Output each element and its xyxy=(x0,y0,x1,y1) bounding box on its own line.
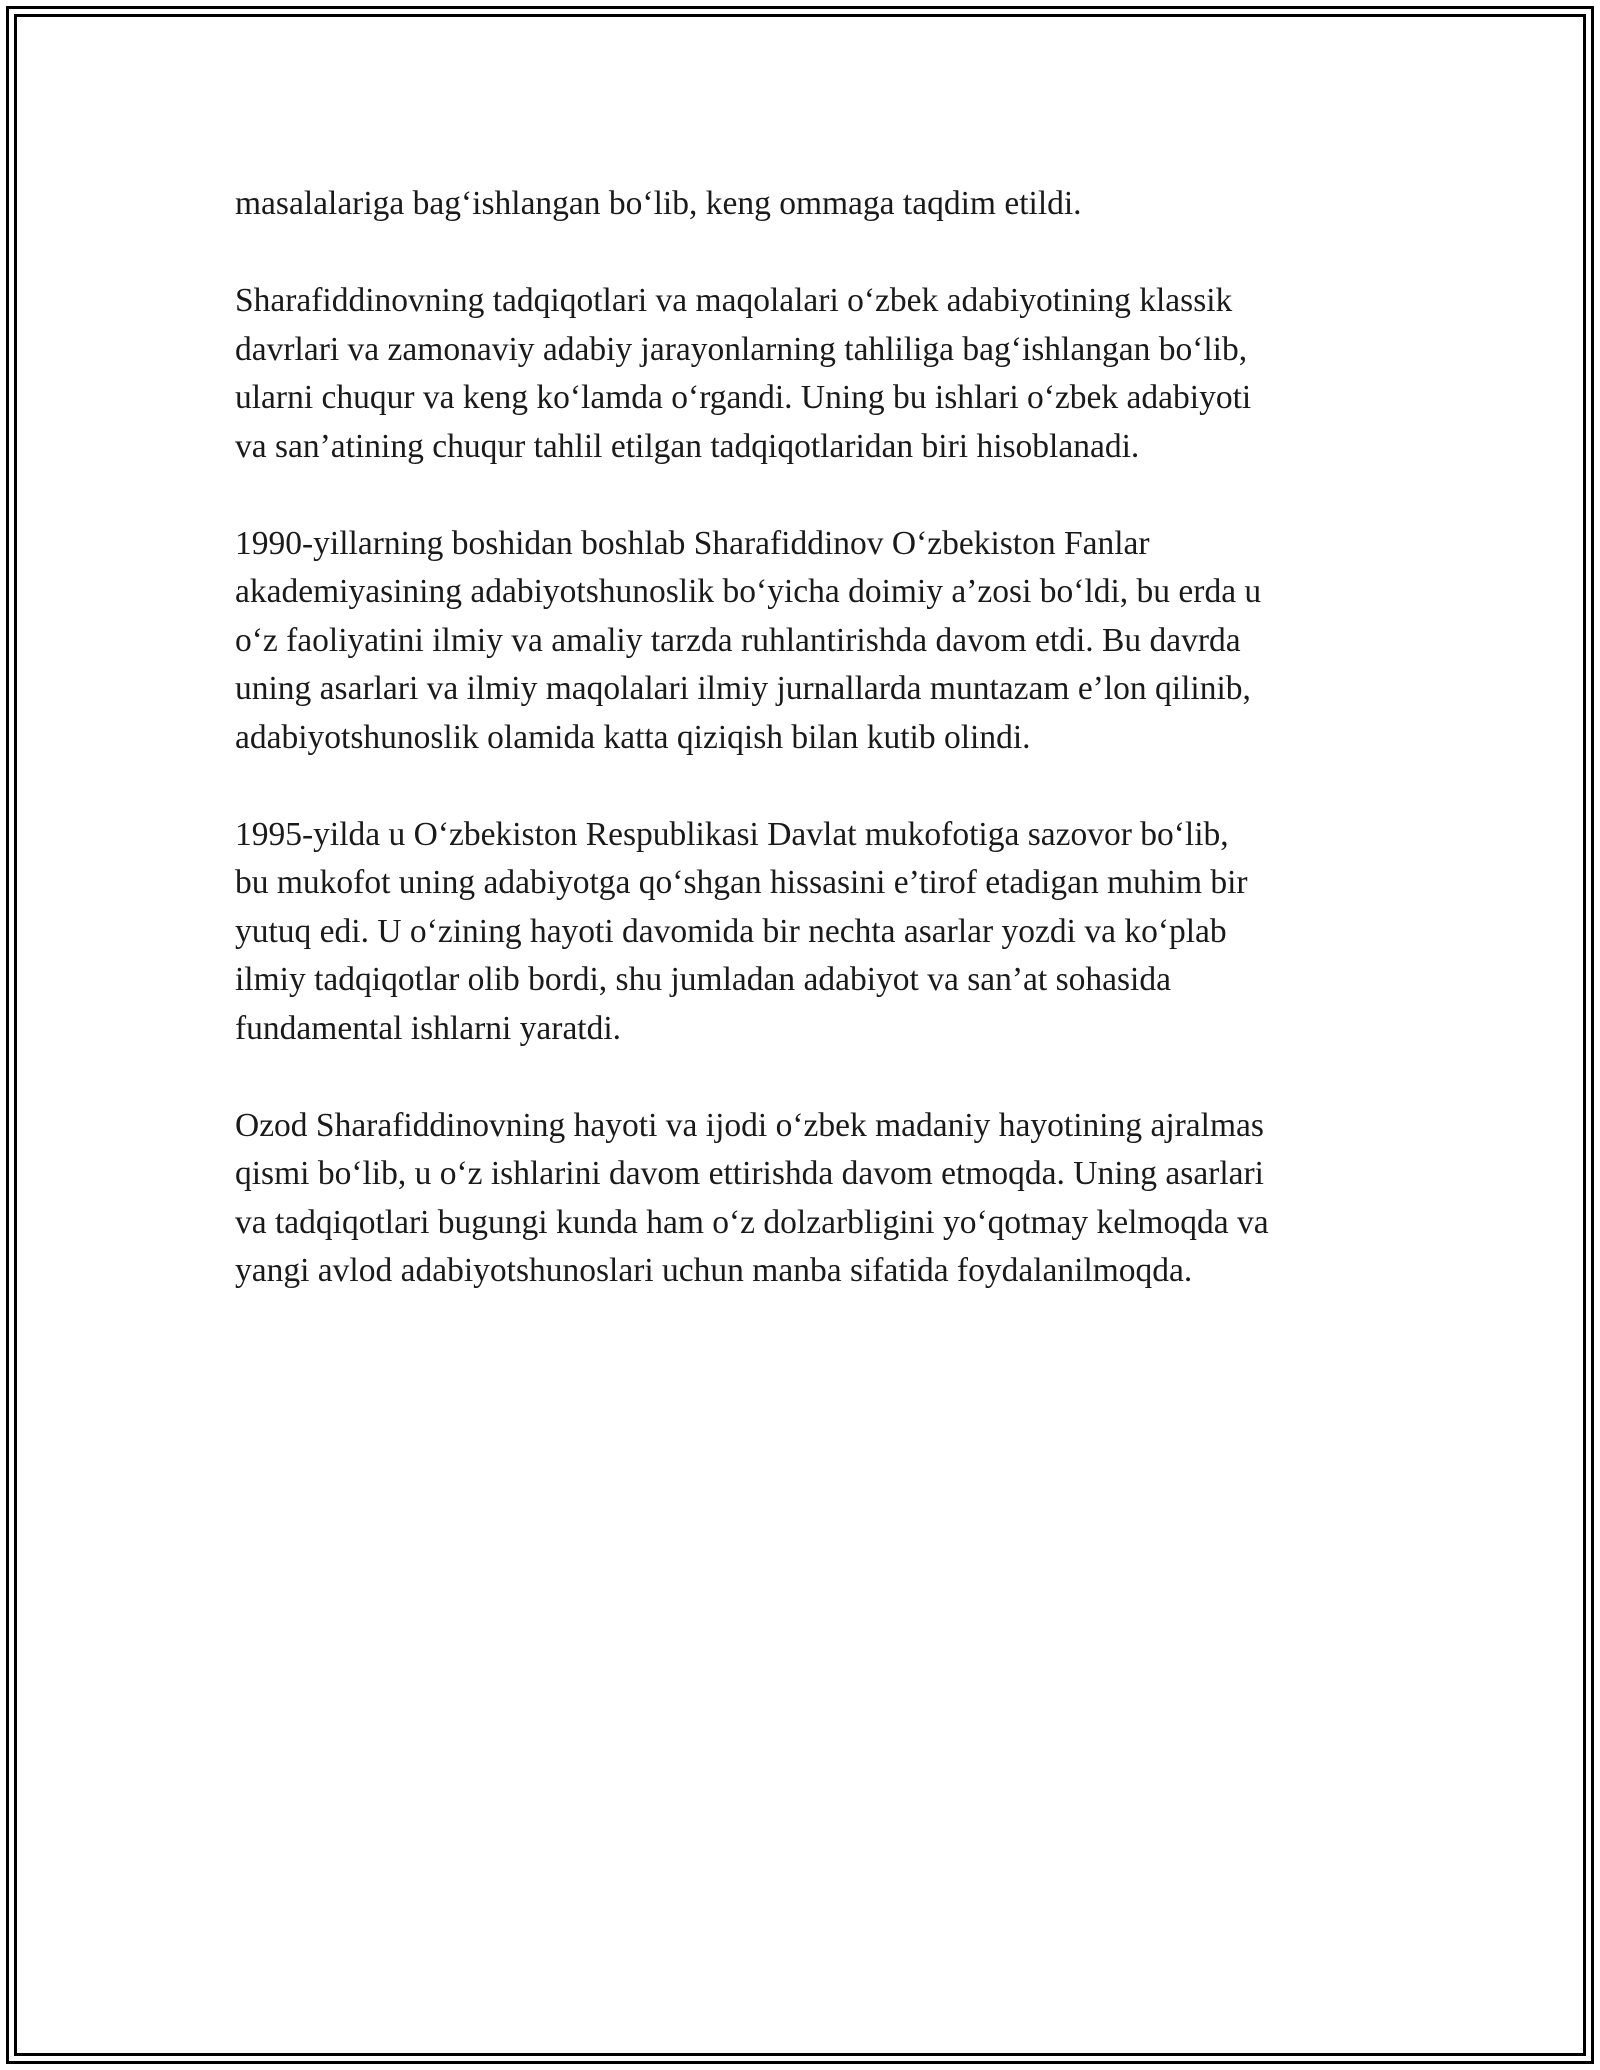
text-line: fundamental ishlarni yaratdi. xyxy=(235,1009,622,1047)
text-line: qismi bo‘lib, u o‘z ishlarini davom ettirishda davom etmoqda. Uning asarlari xyxy=(235,1155,1264,1192)
paragraph-2 xyxy=(235,277,1375,471)
text-line: va san’atining chuqur tahlil etilgan tadqiqotlaridan biri hisoblanadi. xyxy=(235,427,1140,465)
text-line: bu mukofot uning adabiyotga qo‘shgan hissasini e’tirof etadigan muhim bir xyxy=(235,864,1248,901)
text-line: ularni chuqur va keng ko‘lamda o‘rgandi. Uning bu ishlari o‘zbek adabiyoti xyxy=(235,379,1252,416)
text-line: yutuq edi. U o‘zining hayoti davomida bir nechta asarlar yozdi va ko‘plab xyxy=(235,912,1227,950)
paragraph-4 xyxy=(235,811,1375,1054)
text-line: uning asarlari va ilmiy maqolalari ilmiy jurnallarda muntazam e’lon qilinib, xyxy=(235,670,1251,707)
text-line: va tadqiqotlari bugungi kunda ham o‘z dolzarbligini yo‘qotmay kelmoqda va xyxy=(235,1203,1269,1241)
document-body xyxy=(235,180,1375,1344)
text-line: yangi avlod adabiyotshunoslari uchun manba sifatida foydalanilmoqda. xyxy=(235,1252,1193,1289)
text-line: 1995-yilda u O‘zbekiston Respublikasi Davlat mukofotiga sazovor bo‘lib, xyxy=(235,815,1229,853)
paragraph-1 xyxy=(235,180,1375,229)
text-line: masalalariga bag‘ishlangan bo‘lib, keng ommaga taqdim etildi. xyxy=(235,185,1082,222)
text-line: davrlari va zamonaviy adabiy jarayonlarning tahliliga bag‘ishlangan bo‘lib, xyxy=(235,330,1248,368)
text-line: ilmiy tadqiqotlar olib bordi, shu jumladan adabiyot va san’at sohasida xyxy=(235,961,1171,998)
paragraph-3 xyxy=(235,520,1375,763)
text-line: Ozod Sharafiddinovning hayoti va ijodi o‘zbek madaniy hayotining ajralmas xyxy=(235,1106,1264,1144)
text-line: 1990-yillarning boshidan boshlab Sharafiddinov O‘zbekiston Fanlar xyxy=(235,524,1150,562)
paragraph-5 xyxy=(235,1102,1375,1296)
text-line: o‘z faoliyatini ilmiy va amaliy tarzda ruhlantirishda davom etdi. Bu davrda xyxy=(235,621,1241,659)
text-line: adabiyotshunoslik olamida katta qiziqish bilan kutib olindi. xyxy=(235,718,1031,756)
text-line: akademiyasining adabiyotshunoslik bo‘yicha doimiy a’zosi bo‘ldi, bu erda u xyxy=(235,573,1262,610)
text-line: Sharafiddinovning tadqiqotlari va maqolalari o‘zbek adabiyotining klassik xyxy=(235,282,1233,319)
